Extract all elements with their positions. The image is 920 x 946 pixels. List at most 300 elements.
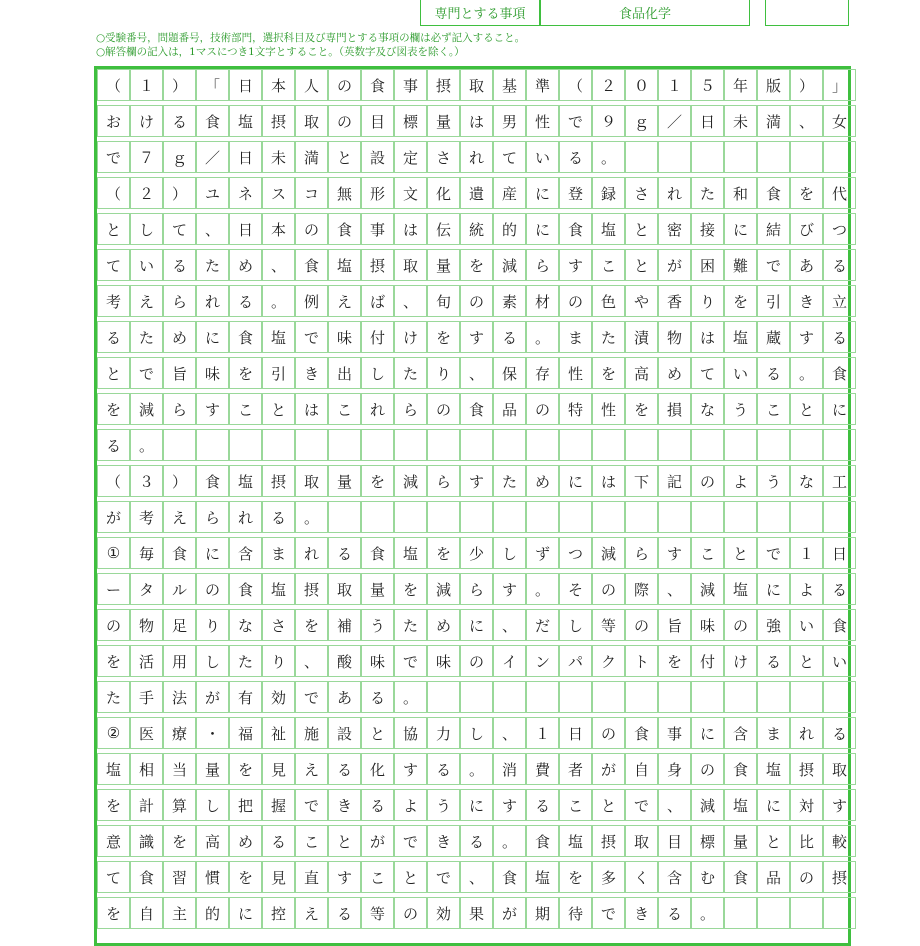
grid-cell[interactable]: 未: [262, 141, 295, 173]
grid-cell[interactable]: 高: [196, 825, 229, 857]
grid-cell[interactable]: は: [592, 465, 625, 497]
grid-cell[interactable]: で: [592, 897, 625, 929]
grid-cell[interactable]: に: [724, 213, 757, 245]
grid-cell[interactable]: ら: [625, 537, 658, 569]
grid-cell[interactable]: 用: [163, 645, 196, 677]
grid-cell[interactable]: [361, 429, 394, 461]
grid-cell[interactable]: 際: [625, 573, 658, 605]
grid-cell[interactable]: 塩: [526, 861, 559, 893]
grid-cell[interactable]: し: [493, 537, 526, 569]
grid-cell[interactable]: 。: [295, 501, 328, 533]
grid-cell[interactable]: ら: [526, 249, 559, 281]
grid-cell[interactable]: 量: [427, 249, 460, 281]
grid-cell[interactable]: を: [97, 393, 130, 425]
grid-cell[interactable]: １: [130, 69, 163, 101]
grid-cell[interactable]: 塩: [328, 249, 361, 281]
grid-cell[interactable]: 食: [163, 537, 196, 569]
grid-cell[interactable]: 摂: [361, 249, 394, 281]
grid-cell[interactable]: を: [427, 321, 460, 353]
grid-cell[interactable]: と: [328, 141, 361, 173]
grid-cell[interactable]: 酸: [328, 645, 361, 677]
grid-cell[interactable]: し: [196, 789, 229, 821]
grid-cell[interactable]: の: [427, 393, 460, 425]
grid-cell[interactable]: こ: [559, 789, 592, 821]
grid-cell[interactable]: 医: [130, 717, 163, 749]
grid-cell[interactable]: 自: [625, 753, 658, 785]
grid-cell[interactable]: [757, 141, 790, 173]
grid-cell[interactable]: 減: [691, 789, 724, 821]
grid-cell[interactable]: を: [295, 609, 328, 641]
grid-cell[interactable]: る: [262, 501, 295, 533]
grid-cell[interactable]: 取: [295, 105, 328, 137]
grid-cell[interactable]: [724, 681, 757, 713]
grid-cell[interactable]: [724, 141, 757, 173]
grid-cell[interactable]: い: [724, 357, 757, 389]
grid-cell[interactable]: 伝: [427, 213, 460, 245]
grid-cell[interactable]: 存: [526, 357, 559, 389]
grid-cell[interactable]: 、: [493, 717, 526, 749]
grid-cell[interactable]: 見: [262, 753, 295, 785]
grid-cell[interactable]: ン: [526, 645, 559, 677]
grid-cell[interactable]: が: [196, 681, 229, 713]
grid-cell[interactable]: し: [460, 717, 493, 749]
grid-cell[interactable]: 下: [625, 465, 658, 497]
grid-cell[interactable]: ）: [163, 69, 196, 101]
grid-cell[interactable]: を: [229, 861, 262, 893]
grid-cell[interactable]: よ: [724, 465, 757, 497]
grid-cell[interactable]: 療: [163, 717, 196, 749]
grid-cell[interactable]: 当: [163, 753, 196, 785]
grid-cell[interactable]: 旨: [658, 609, 691, 641]
grid-cell[interactable]: で: [394, 645, 427, 677]
grid-cell[interactable]: 記: [658, 465, 691, 497]
grid-cell[interactable]: る: [460, 825, 493, 857]
grid-cell[interactable]: し: [130, 213, 163, 245]
grid-cell[interactable]: れ: [460, 141, 493, 173]
grid-cell[interactable]: 摂: [592, 825, 625, 857]
grid-cell[interactable]: の: [460, 645, 493, 677]
grid-cell[interactable]: を: [559, 861, 592, 893]
grid-cell[interactable]: 補: [328, 609, 361, 641]
grid-cell[interactable]: 食: [196, 105, 229, 137]
grid-cell[interactable]: [658, 681, 691, 713]
grid-cell[interactable]: を: [229, 753, 262, 785]
grid-cell[interactable]: 塩: [262, 573, 295, 605]
grid-cell[interactable]: 。: [130, 429, 163, 461]
grid-cell[interactable]: 含: [724, 717, 757, 749]
grid-cell[interactable]: [559, 501, 592, 533]
grid-cell[interactable]: [823, 681, 856, 713]
grid-cell[interactable]: こ: [757, 393, 790, 425]
grid-cell[interactable]: ②: [97, 717, 130, 749]
grid-cell[interactable]: が: [97, 501, 130, 533]
grid-cell[interactable]: の: [295, 213, 328, 245]
grid-cell[interactable]: が: [658, 249, 691, 281]
grid-cell[interactable]: 自: [130, 897, 163, 929]
grid-cell[interactable]: 食: [724, 861, 757, 893]
grid-cell[interactable]: 定: [394, 141, 427, 173]
grid-cell[interactable]: [328, 501, 361, 533]
grid-cell[interactable]: の: [559, 285, 592, 317]
grid-cell[interactable]: ）: [163, 177, 196, 209]
grid-cell[interactable]: と: [790, 393, 823, 425]
grid-cell[interactable]: 材: [526, 285, 559, 317]
grid-cell[interactable]: る: [823, 321, 856, 353]
grid-cell[interactable]: [823, 897, 856, 929]
grid-cell[interactable]: ｇ: [163, 141, 196, 173]
grid-cell[interactable]: 事: [361, 213, 394, 245]
grid-cell[interactable]: 手: [130, 681, 163, 713]
grid-cell[interactable]: の: [196, 573, 229, 605]
grid-cell[interactable]: 食: [130, 861, 163, 893]
grid-cell[interactable]: る: [493, 321, 526, 353]
grid-cell[interactable]: 品: [493, 393, 526, 425]
grid-cell[interactable]: す: [394, 753, 427, 785]
grid-cell[interactable]: を: [790, 177, 823, 209]
grid-cell[interactable]: 素: [493, 285, 526, 317]
grid-cell[interactable]: め: [229, 249, 262, 281]
grid-cell[interactable]: [460, 681, 493, 713]
grid-cell[interactable]: に: [757, 789, 790, 821]
grid-cell[interactable]: る: [526, 789, 559, 821]
grid-cell[interactable]: [790, 429, 823, 461]
grid-cell[interactable]: 。: [460, 753, 493, 785]
grid-cell[interactable]: [691, 429, 724, 461]
grid-cell[interactable]: 和: [724, 177, 757, 209]
grid-cell[interactable]: 物: [130, 609, 163, 641]
grid-cell[interactable]: 法: [163, 681, 196, 713]
grid-cell[interactable]: 減: [493, 249, 526, 281]
grid-cell[interactable]: パ: [559, 645, 592, 677]
grid-cell[interactable]: る: [163, 105, 196, 137]
grid-cell[interactable]: ）: [790, 69, 823, 101]
grid-cell[interactable]: る: [427, 753, 460, 785]
grid-cell[interactable]: た: [691, 177, 724, 209]
grid-cell[interactable]: え: [328, 285, 361, 317]
grid-cell[interactable]: に: [757, 573, 790, 605]
grid-cell[interactable]: 食: [823, 357, 856, 389]
grid-cell[interactable]: [559, 681, 592, 713]
grid-cell[interactable]: 果: [460, 897, 493, 929]
grid-cell[interactable]: ず: [526, 537, 559, 569]
grid-cell[interactable]: 多: [592, 861, 625, 893]
grid-cell[interactable]: を: [724, 285, 757, 317]
grid-cell[interactable]: え: [130, 285, 163, 317]
grid-cell[interactable]: 目: [361, 105, 394, 137]
grid-cell[interactable]: る: [823, 573, 856, 605]
grid-cell[interactable]: 本: [262, 213, 295, 245]
grid-cell[interactable]: て: [493, 141, 526, 173]
grid-cell[interactable]: を: [163, 825, 196, 857]
grid-cell[interactable]: 。: [526, 573, 559, 605]
grid-cell[interactable]: 色: [592, 285, 625, 317]
grid-cell[interactable]: 、: [658, 573, 691, 605]
grid-cell[interactable]: す: [559, 249, 592, 281]
grid-cell[interactable]: 識: [130, 825, 163, 857]
grid-cell[interactable]: で: [295, 789, 328, 821]
grid-cell[interactable]: り: [427, 357, 460, 389]
grid-cell[interactable]: で: [757, 249, 790, 281]
grid-cell[interactable]: ー: [97, 573, 130, 605]
grid-cell[interactable]: 。: [493, 825, 526, 857]
grid-cell[interactable]: 量: [724, 825, 757, 857]
grid-cell[interactable]: 。: [262, 285, 295, 317]
grid-cell[interactable]: 量: [328, 465, 361, 497]
grid-cell[interactable]: [625, 429, 658, 461]
grid-cell[interactable]: ）: [163, 465, 196, 497]
grid-cell[interactable]: 少: [460, 537, 493, 569]
grid-cell[interactable]: こ: [295, 825, 328, 857]
grid-cell[interactable]: さ: [427, 141, 460, 173]
grid-cell[interactable]: 満: [757, 105, 790, 137]
grid-cell[interactable]: 食: [328, 213, 361, 245]
grid-cell[interactable]: の: [724, 609, 757, 641]
grid-cell[interactable]: [823, 501, 856, 533]
grid-cell[interactable]: 、: [460, 357, 493, 389]
grid-cell[interactable]: [790, 501, 823, 533]
grid-cell[interactable]: と: [790, 645, 823, 677]
grid-cell[interactable]: 等: [361, 897, 394, 929]
grid-cell[interactable]: 保: [493, 357, 526, 389]
grid-cell[interactable]: 塩: [559, 825, 592, 857]
grid-cell[interactable]: 。: [526, 321, 559, 353]
grid-cell[interactable]: [163, 429, 196, 461]
grid-cell[interactable]: ９: [592, 105, 625, 137]
grid-cell[interactable]: 味: [328, 321, 361, 353]
grid-cell[interactable]: と: [592, 789, 625, 821]
grid-cell[interactable]: 食: [559, 213, 592, 245]
grid-cell[interactable]: の: [97, 609, 130, 641]
grid-cell[interactable]: 食: [229, 573, 262, 605]
grid-cell[interactable]: た: [229, 645, 262, 677]
grid-cell[interactable]: た: [196, 249, 229, 281]
grid-cell[interactable]: そ: [559, 573, 592, 605]
grid-cell[interactable]: が: [493, 897, 526, 929]
grid-cell[interactable]: は: [460, 105, 493, 137]
grid-cell[interactable]: 塩: [394, 537, 427, 569]
grid-cell[interactable]: 食: [625, 717, 658, 749]
grid-cell[interactable]: 版: [757, 69, 790, 101]
grid-cell[interactable]: は: [394, 213, 427, 245]
grid-cell[interactable]: 食: [757, 177, 790, 209]
grid-cell[interactable]: る: [658, 897, 691, 929]
grid-cell[interactable]: [394, 501, 427, 533]
grid-cell[interactable]: 性: [526, 105, 559, 137]
grid-cell[interactable]: ら: [196, 501, 229, 533]
grid-cell[interactable]: 減: [130, 393, 163, 425]
grid-cell[interactable]: は: [691, 321, 724, 353]
grid-cell[interactable]: 付: [361, 321, 394, 353]
grid-cell[interactable]: 取: [328, 573, 361, 605]
grid-cell[interactable]: 食: [361, 537, 394, 569]
grid-cell[interactable]: 味: [196, 357, 229, 389]
grid-cell[interactable]: に: [691, 717, 724, 749]
grid-cell[interactable]: 香: [658, 285, 691, 317]
grid-cell[interactable]: く: [625, 861, 658, 893]
grid-cell[interactable]: ら: [163, 285, 196, 317]
grid-cell[interactable]: [790, 681, 823, 713]
grid-cell[interactable]: [493, 429, 526, 461]
grid-cell[interactable]: 録: [592, 177, 625, 209]
grid-cell[interactable]: [724, 501, 757, 533]
grid-cell[interactable]: を: [361, 465, 394, 497]
grid-cell[interactable]: 取: [625, 825, 658, 857]
grid-cell[interactable]: る: [97, 321, 130, 353]
grid-cell[interactable]: （: [97, 465, 130, 497]
grid-cell[interactable]: の: [790, 861, 823, 893]
grid-cell[interactable]: 日: [229, 141, 262, 173]
grid-cell[interactable]: 。: [592, 141, 625, 173]
grid-cell[interactable]: 取: [394, 249, 427, 281]
grid-cell[interactable]: 食: [361, 69, 394, 101]
grid-cell[interactable]: を: [97, 789, 130, 821]
grid-cell[interactable]: ら: [427, 465, 460, 497]
grid-cell[interactable]: [262, 429, 295, 461]
grid-cell[interactable]: め: [658, 357, 691, 389]
grid-cell[interactable]: ５: [691, 69, 724, 101]
grid-cell[interactable]: ス: [262, 177, 295, 209]
grid-cell[interactable]: 見: [262, 861, 295, 893]
grid-cell[interactable]: を: [229, 357, 262, 389]
grid-cell[interactable]: す: [196, 393, 229, 425]
grid-cell[interactable]: う: [757, 465, 790, 497]
grid-cell[interactable]: ま: [262, 537, 295, 569]
grid-cell[interactable]: こ: [328, 393, 361, 425]
grid-cell[interactable]: 消: [493, 753, 526, 785]
grid-cell[interactable]: 取: [823, 753, 856, 785]
grid-cell[interactable]: イ: [493, 645, 526, 677]
grid-cell[interactable]: １: [790, 537, 823, 569]
grid-cell[interactable]: を: [658, 645, 691, 677]
grid-cell[interactable]: ネ: [229, 177, 262, 209]
grid-cell[interactable]: [625, 501, 658, 533]
grid-cell[interactable]: る: [361, 789, 394, 821]
grid-cell[interactable]: る: [229, 285, 262, 317]
grid-cell[interactable]: 量: [427, 105, 460, 137]
grid-cell[interactable]: て: [97, 861, 130, 893]
grid-cell[interactable]: で: [394, 825, 427, 857]
grid-cell[interactable]: 食: [724, 753, 757, 785]
grid-cell[interactable]: め: [229, 825, 262, 857]
grid-cell[interactable]: [493, 501, 526, 533]
grid-cell[interactable]: に: [823, 393, 856, 425]
grid-cell[interactable]: 塩: [724, 321, 757, 353]
grid-cell[interactable]: 握: [262, 789, 295, 821]
grid-cell[interactable]: 損: [658, 393, 691, 425]
grid-cell[interactable]: [823, 429, 856, 461]
grid-cell[interactable]: 。: [691, 897, 724, 929]
grid-cell[interactable]: 含: [658, 861, 691, 893]
grid-cell[interactable]: 例: [295, 285, 328, 317]
grid-cell[interactable]: [394, 429, 427, 461]
grid-cell[interactable]: る: [823, 717, 856, 749]
grid-cell[interactable]: 基: [493, 69, 526, 101]
grid-cell[interactable]: い: [790, 609, 823, 641]
grid-cell[interactable]: と: [724, 537, 757, 569]
grid-cell[interactable]: 難: [724, 249, 757, 281]
grid-cell[interactable]: て: [691, 357, 724, 389]
grid-cell[interactable]: こ: [691, 537, 724, 569]
grid-cell[interactable]: 較: [823, 825, 856, 857]
grid-cell[interactable]: 事: [394, 69, 427, 101]
grid-cell[interactable]: こ: [592, 249, 625, 281]
grid-cell[interactable]: る: [328, 753, 361, 785]
grid-cell[interactable]: ／: [658, 105, 691, 137]
grid-cell[interactable]: 含: [229, 537, 262, 569]
grid-cell[interactable]: 旬: [427, 285, 460, 317]
grid-cell[interactable]: 日: [559, 717, 592, 749]
grid-cell[interactable]: 満: [295, 141, 328, 173]
grid-cell[interactable]: ら: [394, 393, 427, 425]
grid-cell[interactable]: の: [460, 285, 493, 317]
grid-cell[interactable]: え: [295, 753, 328, 785]
grid-cell[interactable]: さ: [625, 177, 658, 209]
grid-cell[interactable]: [592, 501, 625, 533]
grid-cell[interactable]: [526, 501, 559, 533]
grid-cell[interactable]: （: [97, 177, 130, 209]
grid-cell[interactable]: に: [526, 177, 559, 209]
grid-cell[interactable]: 塩: [262, 321, 295, 353]
grid-cell[interactable]: 力: [427, 717, 460, 749]
grid-cell[interactable]: を: [592, 357, 625, 389]
grid-cell[interactable]: め: [526, 465, 559, 497]
grid-cell[interactable]: 。: [790, 357, 823, 389]
grid-cell[interactable]: る: [328, 897, 361, 929]
grid-cell[interactable]: を: [427, 537, 460, 569]
grid-cell[interactable]: る: [823, 249, 856, 281]
grid-cell[interactable]: 出: [328, 357, 361, 389]
grid-cell[interactable]: ト: [625, 645, 658, 677]
grid-cell[interactable]: 無: [328, 177, 361, 209]
grid-cell[interactable]: [691, 681, 724, 713]
grid-cell[interactable]: 量: [361, 573, 394, 605]
grid-cell[interactable]: ば: [361, 285, 394, 317]
grid-cell[interactable]: 計: [130, 789, 163, 821]
grid-cell[interactable]: （: [559, 69, 592, 101]
grid-cell[interactable]: [328, 429, 361, 461]
grid-cell[interactable]: 塩: [757, 753, 790, 785]
grid-cell[interactable]: 目: [658, 825, 691, 857]
grid-cell[interactable]: た: [130, 321, 163, 353]
grid-cell[interactable]: に: [460, 789, 493, 821]
grid-cell[interactable]: 化: [427, 177, 460, 209]
grid-cell[interactable]: 、: [460, 861, 493, 893]
grid-cell[interactable]: 塩: [97, 753, 130, 785]
grid-cell[interactable]: 食: [460, 393, 493, 425]
grid-cell[interactable]: き: [790, 285, 823, 317]
grid-cell[interactable]: れ: [658, 177, 691, 209]
grid-cell[interactable]: す: [460, 465, 493, 497]
grid-cell[interactable]: す: [493, 789, 526, 821]
grid-cell[interactable]: き: [427, 825, 460, 857]
grid-cell[interactable]: 登: [559, 177, 592, 209]
grid-cell[interactable]: の: [625, 609, 658, 641]
grid-cell[interactable]: い: [823, 645, 856, 677]
grid-cell[interactable]: 者: [559, 753, 592, 785]
grid-cell[interactable]: と: [625, 249, 658, 281]
grid-cell[interactable]: 減: [427, 573, 460, 605]
grid-cell[interactable]: ら: [163, 393, 196, 425]
grid-cell[interactable]: 食: [196, 465, 229, 497]
grid-cell[interactable]: 結: [757, 213, 790, 245]
grid-cell[interactable]: [724, 429, 757, 461]
grid-cell[interactable]: お: [97, 105, 130, 137]
grid-cell[interactable]: 統: [460, 213, 493, 245]
grid-cell[interactable]: た: [394, 609, 427, 641]
grid-cell[interactable]: 摂: [262, 105, 295, 137]
grid-cell[interactable]: 意: [97, 825, 130, 857]
grid-cell[interactable]: 食: [493, 861, 526, 893]
